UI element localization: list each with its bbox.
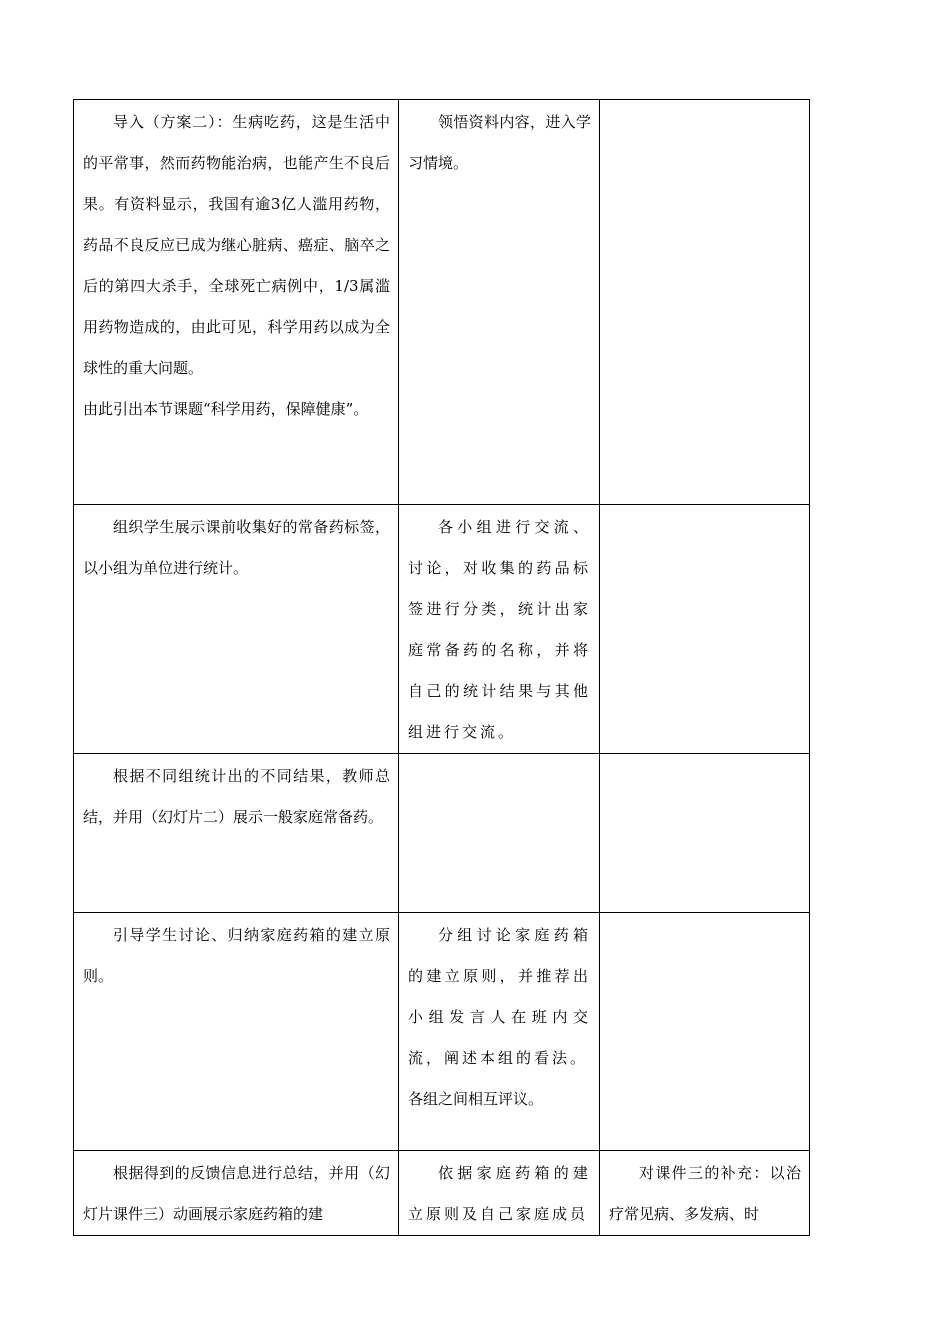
- student-paragraph: 依据家庭药箱的建立原则及自己家庭成员: [408, 1164, 591, 1223]
- teacher-activity-cell: [74, 1151, 399, 1236]
- table-row: [74, 505, 810, 754]
- notes-cell: [600, 1151, 810, 1236]
- notes-cell: [600, 100, 810, 505]
- teacher-activity-cell: [74, 100, 399, 505]
- student-activity-cell: [399, 1151, 600, 1236]
- teacher-paragraph: 组织学生展示课前收集好的常备药标签，以小组为单位进行统计。: [83, 518, 390, 577]
- teacher-activity-cell: [74, 505, 399, 754]
- teacher-paragraph: 导入（方案二）：生病吃药，这是生活中的平常事，然而药物能治病，也能产生不良后果。有资料显示，我国有逾3亿人滥用药物，药品不良反应已成为继心脏病、癌症、脑卒之后的第四大杀手，全球死亡病例中，1/3属滥用药物造成的，由此可见，科学用药以成为全球性的重大问题。: [83, 113, 390, 377]
- notes-cell: [600, 754, 810, 913]
- lesson-plan-table: [73, 99, 810, 1236]
- notes-cell: [600, 913, 810, 1151]
- student-activity-cell: [399, 913, 600, 1151]
- student-paragraph: 领悟资料内容，进入学习情境。: [408, 113, 591, 172]
- table-row: [74, 754, 810, 913]
- table-row: [74, 913, 810, 1151]
- teacher-paragraph: 根据得到的反馈信息进行总结，并用（幻灯片课件三）动画展示家庭药箱的建: [83, 1164, 390, 1223]
- student-paragraph: 分组讨论家庭药箱的建立原则，并推荐出小组发言人在班内交流，阐述本组的看法。: [408, 926, 591, 1067]
- table-row: [74, 1151, 810, 1236]
- notes-cell: [600, 505, 810, 754]
- student-activity-cell: [399, 100, 600, 505]
- teacher-paragraph: 引导学生讨论、归纳家庭药箱的建立原则。: [83, 926, 390, 985]
- teacher-paragraph: 根据不同组统计出的不同结果，教师总结，并用（幻灯片二）展示一般家庭常备药。: [83, 767, 390, 826]
- teacher-activity-cell: [74, 754, 399, 913]
- student-paragraph: 各组之间相互评议。: [408, 1090, 544, 1108]
- notes-paragraph: 对课件三的补充：以治疗常见病、多发病、时: [609, 1164, 801, 1223]
- teacher-paragraph: 由此引出本节课题“科学用药，保障健康”。: [83, 400, 369, 418]
- student-activity-cell: [399, 505, 600, 754]
- student-paragraph: 各小组进行交流、讨论，对收集的药品标签进行分类，统计出家庭常备药的名称，并将自己的统计结果与其他组进行交流。: [408, 518, 591, 741]
- student-activity-cell: [399, 754, 600, 913]
- table-row: [74, 100, 810, 505]
- teacher-activity-cell: [74, 913, 399, 1151]
